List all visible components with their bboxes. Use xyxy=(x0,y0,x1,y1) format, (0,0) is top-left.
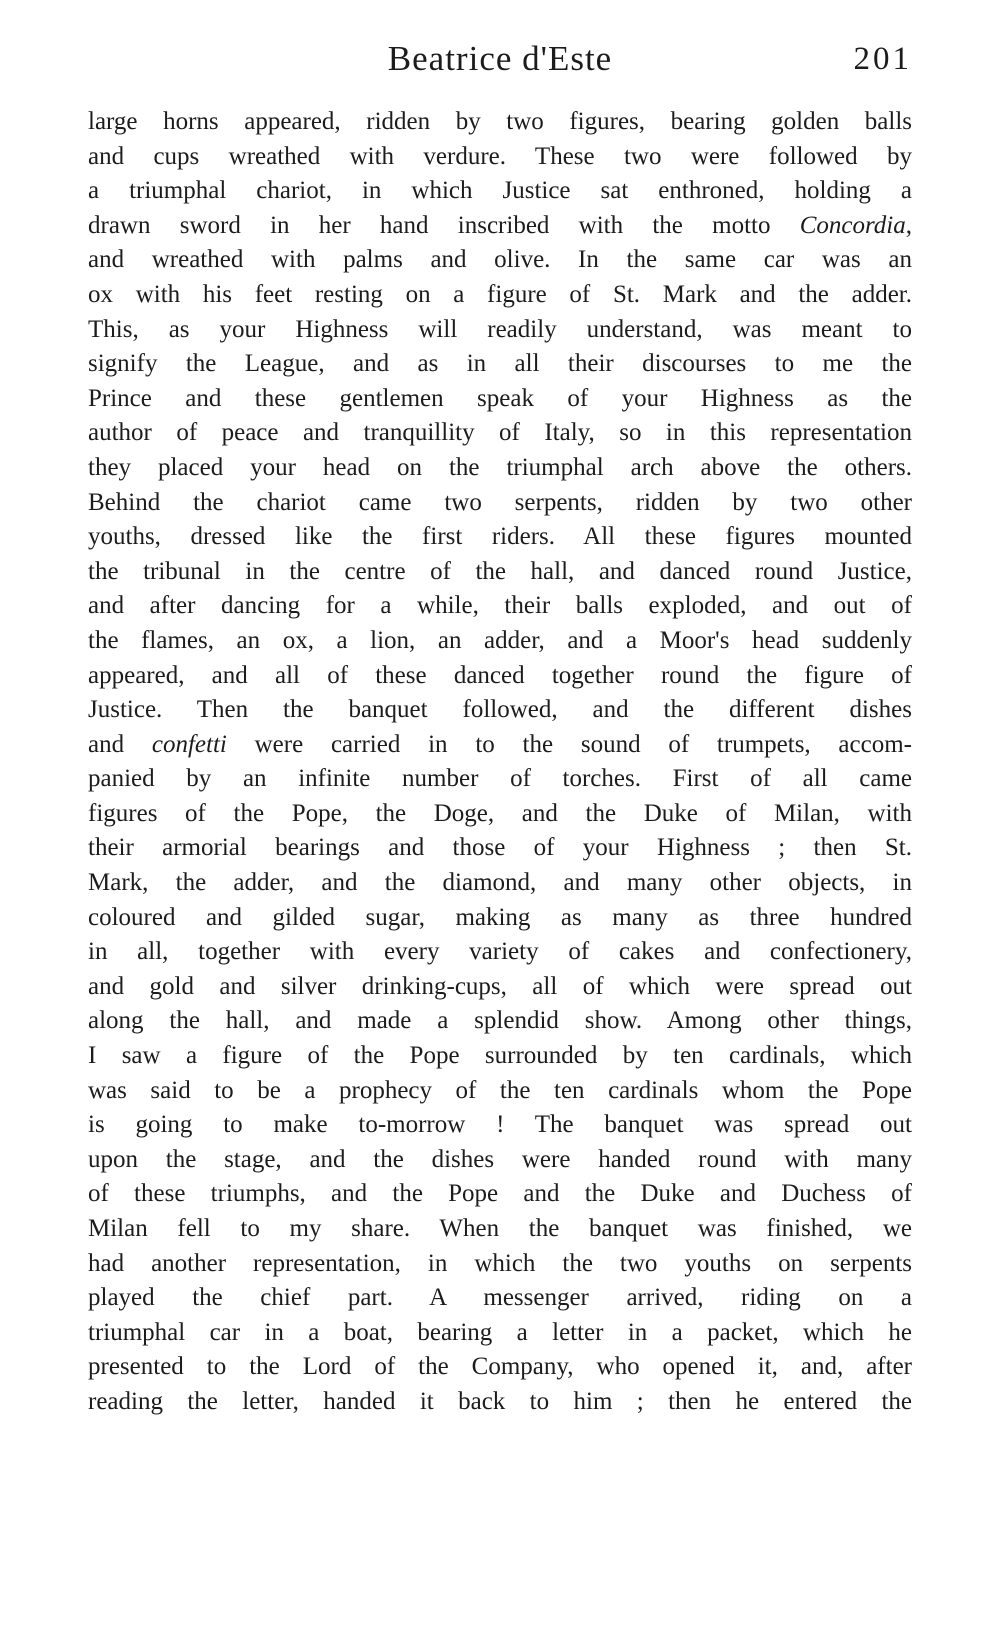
text-segment: upon the stage, and the dishes were handed round with many xyxy=(88,1145,912,1173)
text-line xyxy=(88,624,912,659)
text-segment: of these triumphs, and the Pope and the Duke and Duchess of xyxy=(88,1180,912,1208)
text-segment: played the chief part. A messenger arrived, riding on a xyxy=(88,1284,912,1312)
text-line xyxy=(88,1143,912,1178)
text-segment: they placed your head on the triumphal arch above the others. xyxy=(88,453,912,481)
text-line xyxy=(88,762,912,797)
text-segment: figures of the Pope, the Doge, and the Duke of Milan, with xyxy=(88,799,912,827)
text-segment: had another representation, in which the two youths on serpents xyxy=(88,1249,912,1277)
text-line xyxy=(88,520,912,555)
text-line xyxy=(88,278,912,313)
text-segment: and wreathed with palms and olive. In the same car was an xyxy=(88,246,912,274)
text-segment: the flames, an ox, a lion, an adder, and a Moor's head suddenly xyxy=(88,626,912,654)
text-segment: youths, dressed like the first riders. All these figures mounted xyxy=(88,523,912,551)
text-line xyxy=(88,1212,912,1247)
text-line xyxy=(88,1247,912,1282)
text-line xyxy=(88,797,912,832)
text-segment: and xyxy=(88,730,152,758)
text-line xyxy=(88,347,912,382)
text-segment: and after dancing for a while, their balls exploded, and out of xyxy=(88,592,912,620)
text-line xyxy=(88,1177,912,1212)
text-segment: and gold and silver drinking-cups, all of which were spread out xyxy=(88,972,912,1000)
text-line xyxy=(88,1385,912,1420)
text-line xyxy=(88,1108,912,1143)
text-line xyxy=(88,1350,912,1385)
text-segment: is going to make to-morrow ! The banquet was spread out xyxy=(88,1111,912,1139)
text-line xyxy=(88,243,912,278)
text-line xyxy=(88,416,912,451)
text-segment: coloured and gilded sugar, making as many as three hundred xyxy=(88,903,912,931)
text-line xyxy=(88,140,912,175)
italic-text: Concordia xyxy=(799,211,906,239)
text-segment: appeared, and all of these danced together round the figure of xyxy=(88,661,912,689)
text-line xyxy=(88,451,912,486)
text-line xyxy=(88,1281,912,1316)
text-line xyxy=(88,1074,912,1109)
text-line xyxy=(88,209,912,244)
italic-text: confetti xyxy=(151,730,227,758)
text-segment: reading the letter, handed it back to him ; then he entered the xyxy=(88,1387,912,1415)
text-line xyxy=(88,1039,912,1074)
text-line xyxy=(88,1004,912,1039)
text-segment: Mark, the adder, and the diamond, and many other objects, in xyxy=(88,869,912,897)
page-number: 201 xyxy=(853,41,912,77)
text-segment: This, as your Highness will readily understand, was meant to xyxy=(88,315,912,343)
text-line xyxy=(88,935,912,970)
text-line xyxy=(88,382,912,417)
text-segment: Justice. Then the banquet followed, and the different dishes xyxy=(88,696,912,724)
text-segment: large horns appeared, ridden by two figures, bearing golden balls xyxy=(88,108,912,135)
text-line xyxy=(88,901,912,936)
text-line xyxy=(88,970,912,1005)
text-line xyxy=(88,486,912,521)
text-segment: presented to the Lord of the Company, who opened it, and, after xyxy=(88,1353,912,1381)
text-line xyxy=(88,1316,912,1351)
text-line xyxy=(88,174,912,209)
text-line xyxy=(88,313,912,348)
text-segment: author of peace and tranquillity of Italy, so in this representation xyxy=(88,419,912,447)
text-segment: was said to be a prophecy of the ten cardinals whom the Pope xyxy=(88,1076,912,1104)
text-segment: Milan fell to my share. When the banquet was finished, we xyxy=(88,1215,912,1242)
text-line xyxy=(88,555,912,590)
text-line xyxy=(88,831,912,866)
text-segment: their armorial bearings and those of your Highness ; then St. xyxy=(88,834,912,862)
text-segment: signify the League, and as in all their discourses to me the xyxy=(88,350,912,378)
text-segment: I saw a figure of the Pope surrounded by ten cardinals, which xyxy=(88,1042,912,1070)
text-segment: in all, together with every variety of cakes and confectionery, xyxy=(88,938,912,966)
text-segment: and cups wreathed with verdure. These two were followed by xyxy=(88,142,912,170)
text-segment: , xyxy=(905,211,912,239)
text-line xyxy=(88,589,912,624)
text-segment: panied by an infinite number of torches. First of all came xyxy=(88,765,912,793)
text-segment: Behind the chariot came two serpents, ridden by two other xyxy=(88,488,912,516)
text-line xyxy=(88,866,912,901)
text-line xyxy=(88,728,912,763)
text-segment: a triumphal chariot, in which Justice sat enthroned, holding a xyxy=(88,177,912,205)
text-segment: Prince and these gentlemen speak of your Highness as the xyxy=(88,384,912,412)
text-line xyxy=(88,659,912,694)
running-head xyxy=(88,34,912,84)
text-segment: the tribunal in the centre of the hall, and danced round Justice, xyxy=(88,557,912,585)
text-segment: were carried in to the sound of trumpets, accom- xyxy=(226,730,912,758)
text-line xyxy=(88,693,912,728)
text-line xyxy=(88,105,912,140)
text-segment: ox with his feet resting on a figure of St. Mark and the adder. xyxy=(88,280,912,308)
text-segment: drawn sword in her hand inscribed with the motto xyxy=(88,211,800,239)
body-text xyxy=(88,105,912,1420)
running-title: Beatrice d'Este xyxy=(387,39,613,78)
text-segment: triumphal car in a boat, bearing a letter in a packet, which he xyxy=(88,1318,912,1346)
text-segment: along the hall, and made a splendid show. Among other things, xyxy=(88,1007,912,1035)
